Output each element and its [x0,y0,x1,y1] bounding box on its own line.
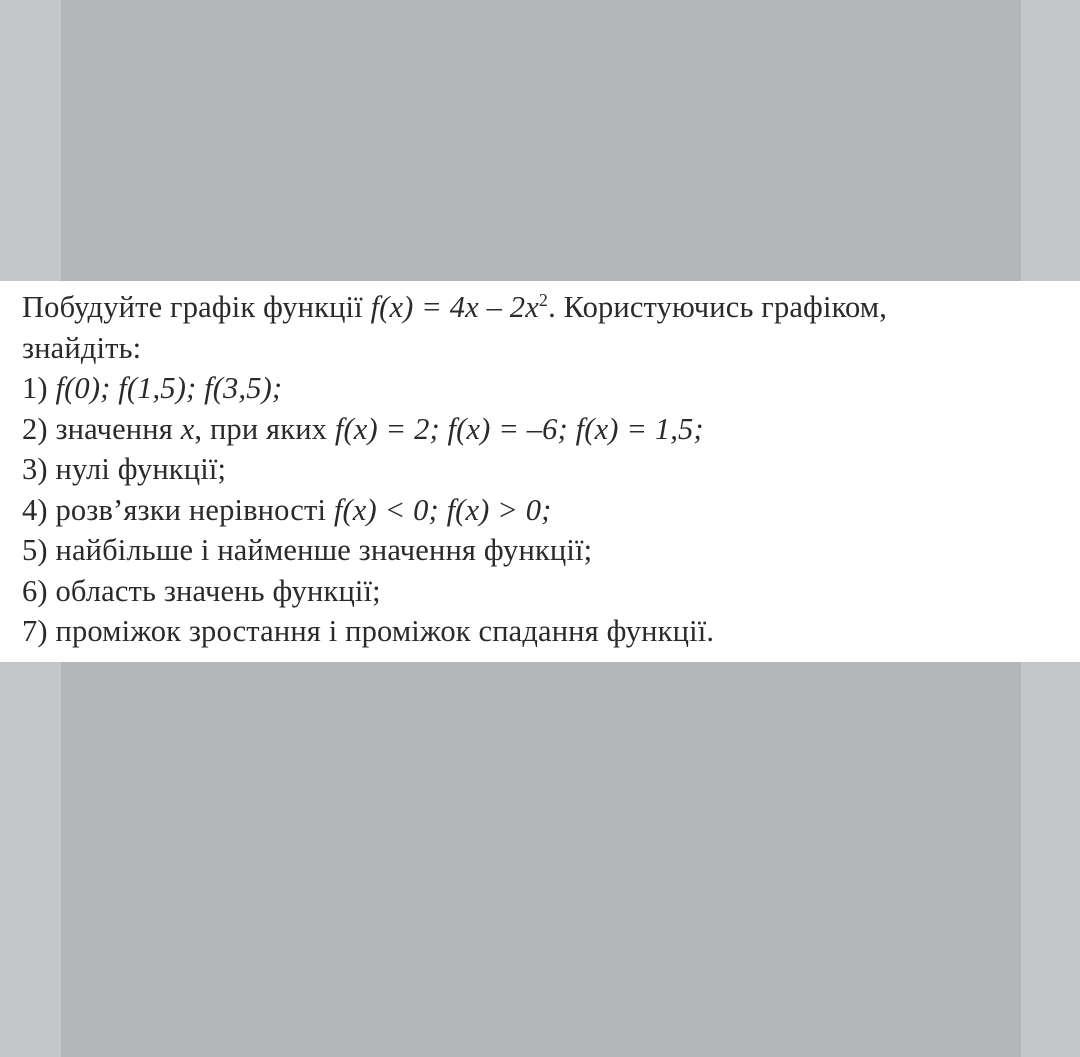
task-item-1 [22,368,1072,409]
intro-text-continued: . Користуючись графіком, [548,290,888,324]
task-number: 4) [22,492,56,527]
task-number: 1) [22,371,56,405]
task-text: найбільше і найменше значення функції; [55,533,593,567]
task-math-variable: x [180,411,195,446]
task-text: значення [55,411,181,446]
task-text: проміжок зростання і проміжок спадання функції. [55,614,715,648]
task-number: 6) [22,573,56,608]
task-number: 3) [22,452,56,486]
task-item-7 [22,611,1072,652]
background-panel-bottom [61,662,1021,1057]
background-panel-top [61,0,1021,281]
task-text: розв’язки нерівності [55,492,334,527]
task-math: f(x) = 2; f(x) = –6; f(x) = 1,5; [334,411,704,446]
problem-intro-line-1 [22,287,1072,328]
task-item-2 [22,409,1072,450]
task-number: 5) [22,533,56,567]
problem-statement [22,287,1072,652]
problem-text-card [0,281,1080,662]
task-text-continued: , при яких [194,411,335,446]
task-item-6 [22,571,1072,612]
function-formula: f(x) = 4x – 2x [370,290,539,324]
task-item-5 [22,530,1072,571]
task-text: область значень функції; [55,573,381,608]
task-number: 7) [22,614,56,648]
task-item-3 [22,449,1072,490]
task-text: нулі функції; [55,452,227,486]
task-number: 2) [22,411,56,446]
function-exponent: 2 [538,290,549,310]
task-math: f(x) < 0; f(x) > 0; [333,492,552,527]
task-math: f(0); f(1,5); f(3,5); [55,371,283,405]
task-item-4 [22,490,1072,531]
problem-intro-line-2: знайдіть: [22,330,142,365]
intro-text: Побудуйте графік функції [22,290,371,324]
